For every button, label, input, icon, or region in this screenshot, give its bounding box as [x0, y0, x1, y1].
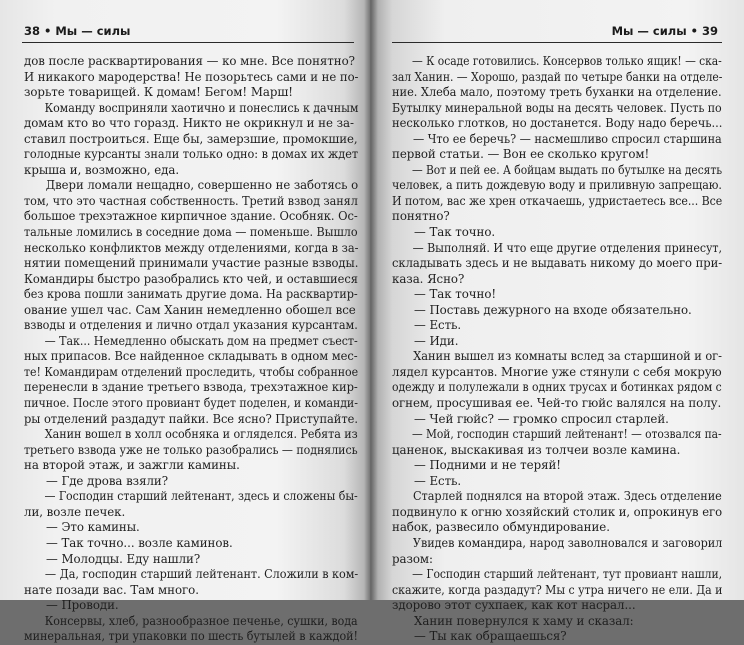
- text-line: ование ушел час. Сам Ханин немедленно обошел все: [24, 302, 356, 317]
- text-line: голодные курсанты знали только одно: в домах их ждет: [24, 147, 359, 162]
- text-line: пичное. После этого провиант будет поделен, и команди-: [24, 396, 358, 411]
- text-line: перенесли в здание третьего взвода, трехэтажное кир-: [24, 380, 358, 395]
- text-line: — К осаде готовились. Консервов только ящик! — ска-: [412, 54, 722, 68]
- text-line: — Подними и не теряй!: [414, 458, 561, 473]
- text-line: том, что это частная собственность. Третий взвод занял: [24, 193, 358, 208]
- text-line: тальные ломились в соседние дома — поменьше. Вышло: [24, 225, 358, 240]
- text-line: те! Командирам отделений проследить, чтобы собранное: [24, 364, 359, 379]
- text-line: складывать здесь и не выдавать никому до моего при-: [392, 256, 723, 271]
- text-line: скажите, когда раздадут? Мы с утра ничего не ели. Да и: [392, 582, 723, 597]
- text-line: человек, а пить дождевую воду и приливную запрещаю.: [392, 178, 722, 193]
- text-line: без крова пошли занимать другие дома. На расквартир-: [24, 287, 358, 302]
- text-line: несколько глотков, но достанется. Воду надо беречь...: [392, 116, 723, 131]
- right-page-text: [392, 54, 722, 645]
- left-page: [0, 0, 370, 644]
- text-line: набок, развесило обмундирование.: [392, 520, 610, 535]
- text-line: Ханин повернулся к хаму и сказал:: [414, 613, 634, 628]
- text-line: подвинуло к огню хозяйский столик и, опрокинув его: [392, 504, 723, 519]
- text-line: — Так точно.: [414, 225, 496, 240]
- text-line: — Так... Немедленно обыскать дом на предмет съест-: [44, 333, 358, 348]
- text-line: нятии помещений принимали участие разные взводы.: [24, 256, 359, 271]
- text-line: — Это камины.: [46, 520, 140, 535]
- text-line: — Так точно... возле каминов.: [46, 535, 233, 550]
- text-line: разом:: [392, 551, 433, 566]
- text-line: — Ты как обращаешься?: [414, 629, 567, 644]
- right-page-header: Мы — силы • 39: [611, 24, 718, 38]
- text-line: первой статьи. — Вон ее сколько кругом!: [392, 147, 650, 162]
- text-line: И потом, вас же хрен откачаешь, удристаетесь все... Все: [392, 193, 723, 208]
- text-line: — Молодцы. Еду нашли?: [46, 551, 201, 566]
- text-line: на второй этаж, и зажгли камины.: [24, 458, 240, 473]
- text-line: минеральная, три упаковки по шесть бутылей в каждой!: [24, 629, 358, 644]
- text-line: — Так точно!: [414, 287, 497, 302]
- left-header-rule: [22, 42, 354, 43]
- text-line: — Что ее беречь? — насмешливо спросил старшина: [412, 131, 722, 146]
- text-line: большое трехэтажное кирпичное здание. Особняк. Ос-: [24, 209, 358, 224]
- text-line: ли, возле печек.: [24, 504, 126, 519]
- left-page-text: [24, 54, 358, 645]
- text-line: огнем, просушивая ее. Чей-то гюйс валялся на полу.: [392, 396, 722, 411]
- text-line: Бутылку минеральной воды на десять человек. Пусть по: [392, 100, 722, 115]
- text-line: ставил построиться. Еще бы, замерзшие, промокшие,: [24, 131, 358, 146]
- text-line: ние. Хлеба мало, поэтому треть буханки на отделение.: [392, 85, 722, 100]
- text-line: одежду и полулежали в одних трусах и ботинках рядом с: [392, 380, 722, 395]
- text-line: — Поставь дежурного на входе обязательно.: [414, 302, 692, 317]
- text-line: — Господин старший лейтенант, здесь и сложены бы-: [44, 489, 358, 504]
- text-line: понятно?: [392, 209, 450, 224]
- text-line: — Проводи.: [46, 598, 119, 613]
- text-line: третьего взвода уже не только разобрались — поднялись: [24, 442, 358, 457]
- text-line: Увидев командира, народ заволновался и заговорил: [412, 535, 723, 550]
- text-line: взводы и отделения и лично отдал указания курсантам.: [24, 318, 358, 333]
- text-line: дов после расквартирования — ко мне. Все понятно?: [24, 54, 355, 68]
- text-line: ры отделений раздадут пайки. Все ясно? Приступайте.: [24, 411, 359, 426]
- text-line: ных припасов. Все найденное складывать в одном мес-: [24, 349, 358, 364]
- text-line: крыша и, возможно, еда.: [24, 162, 180, 177]
- text-line: Ханин вышел из комнаты вслед за старшиной и ог-: [413, 349, 722, 364]
- text-line: зорьте товарищей. К домам! Бегом! Марш!: [24, 85, 293, 100]
- right-page: [370, 0, 744, 644]
- text-line: Старлей поднялся на второй этаж. Здесь отделение: [412, 489, 722, 504]
- text-line: Командиры быстро разобрались кто чей, и оставшиеся: [24, 271, 358, 286]
- text-line: зал Ханин. — Хорошо, раздай по четыре банки на отделе-: [392, 69, 723, 84]
- text-line: цаненок, выскакивая из толчеи возле камина.: [392, 442, 681, 457]
- text-line: — Где дрова взяли?: [46, 473, 168, 488]
- text-line: домам кто во что горазд. Никто не окрикнул и не за-: [24, 116, 354, 131]
- text-line: каза. Ясно?: [392, 271, 465, 286]
- text-line: несколько конфликтов между отделениями, когда в за-: [24, 240, 359, 255]
- left-page-header: 38 • Мы — силы: [24, 24, 131, 38]
- text-line: Ханин вошел в холл особняка и огляделся. Ребята из: [44, 427, 358, 442]
- text-line: лядел курсантов. Многие уже стянули с себя мокрую: [392, 364, 722, 379]
- text-line: — Чей гюйс? — громко спросил старлей.: [414, 411, 669, 426]
- text-line: Команду восприняли хаотично и понеслись к дачным: [44, 100, 359, 115]
- text-line: — Есть.: [414, 318, 462, 333]
- text-line: здорово этот сухпаек, как кот насрал...: [392, 598, 636, 613]
- text-line: И никакого мародерства! Не позорьтесь сами и не по-: [24, 69, 359, 84]
- text-line: — Господин старший лейтенант, тут провиант нашли,: [412, 567, 723, 582]
- right-header-rule: [392, 42, 722, 43]
- text-line: Консервы, хлеб, разнообразное печенье, сушки, вода: [44, 613, 358, 628]
- text-line: Двери ломали нещадно, совершенно не заботясь о: [45, 178, 359, 193]
- text-line: — Да, господин старший лейтенант. Сложили в ком-: [44, 567, 359, 582]
- text-line: — Выполняй. И что еще другие отделения принесут,: [412, 240, 722, 255]
- text-line: нате позади вас. Там много.: [24, 582, 199, 597]
- text-line: — Вот и пей ее. А бойцам выдать по бутылке на десять: [411, 162, 723, 177]
- text-line: — Есть.: [414, 473, 462, 488]
- text-line: — Мой, господин старший лейтенант! — отозвался па-: [411, 427, 722, 442]
- text-line: — Иди.: [414, 333, 459, 348]
